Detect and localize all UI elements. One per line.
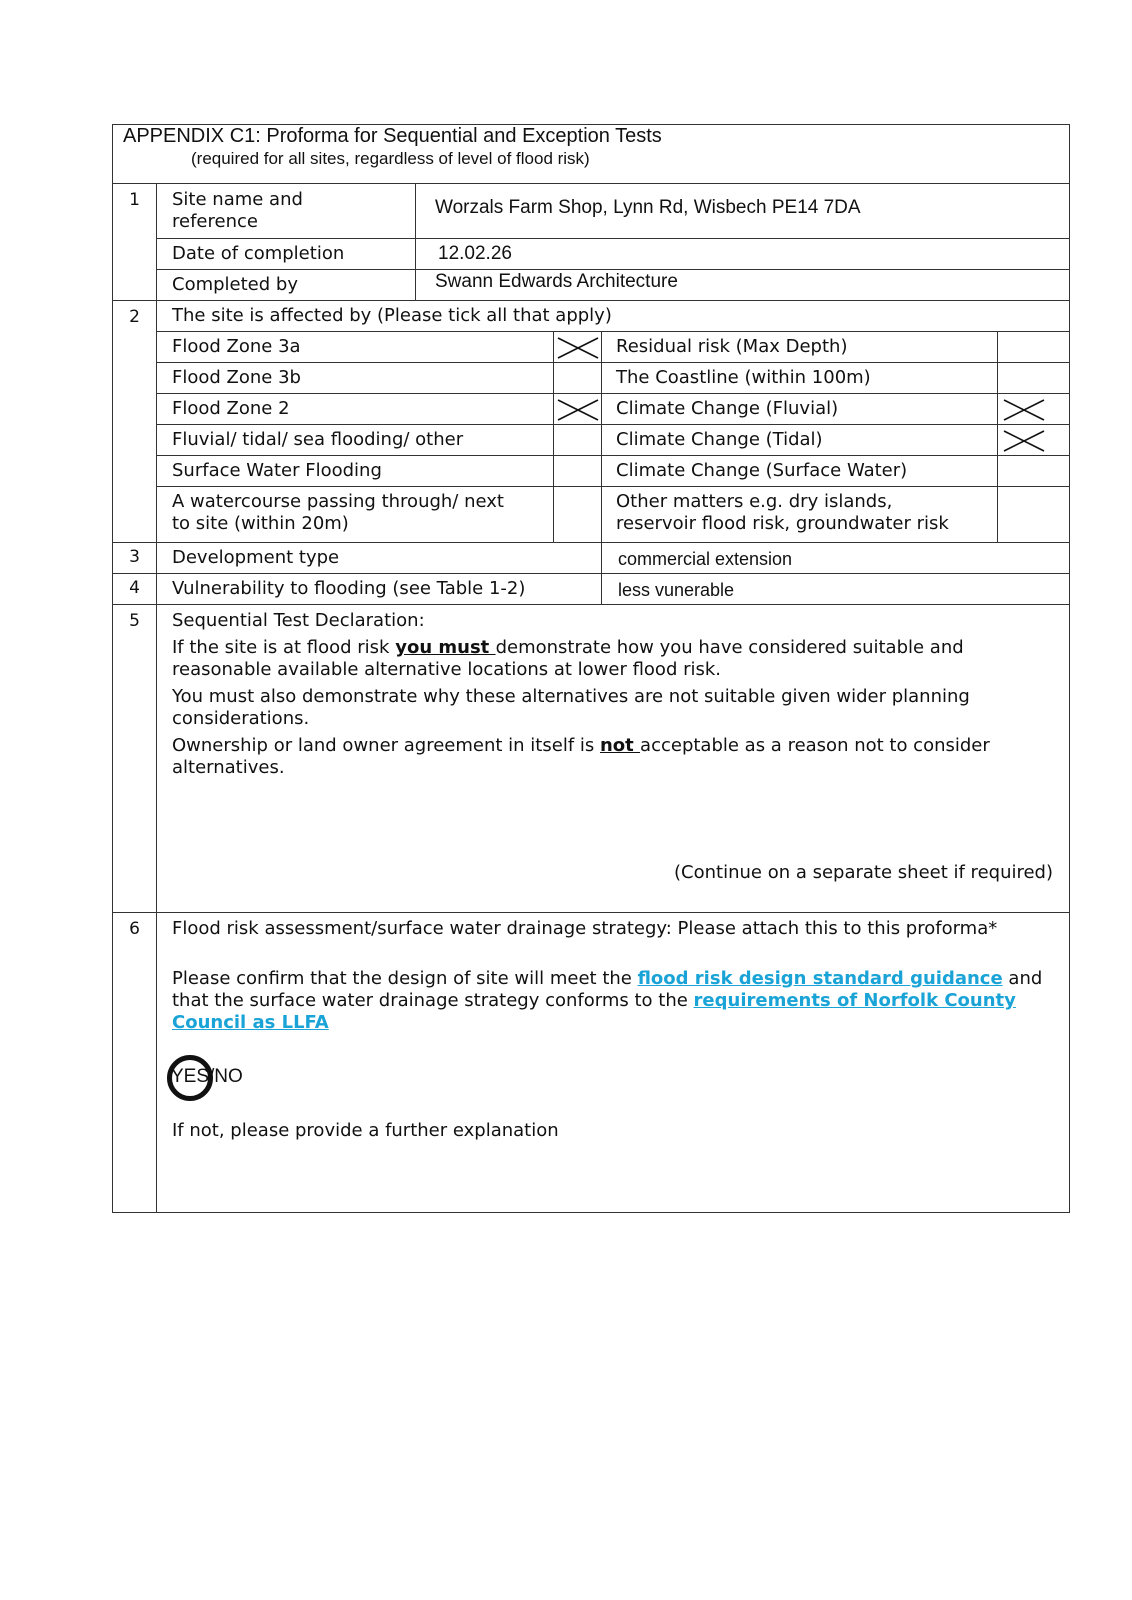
affected-right-checkbox[interactable]	[998, 332, 1048, 362]
date-value[interactable]: 12.02.26	[438, 243, 512, 264]
emphasis-you-must: you must	[395, 637, 496, 658]
tick-cross-icon	[556, 398, 600, 427]
section-number: 5	[113, 605, 157, 912]
vulnerability-value[interactable]: less vunerable	[618, 580, 735, 600]
sequential-test-para-3	[172, 735, 1057, 779]
further-explanation-label: If not, please provide a further explanation	[172, 1120, 559, 1141]
para-text: Please confirm that the design of site will meet the	[172, 968, 638, 989]
form-subtitle: (required for all sites, regardless of level of flood risk)	[191, 149, 590, 168]
affected-row	[157, 487, 1069, 542]
para-text: If the site is at flood risk	[172, 637, 396, 658]
completed-by-row	[157, 270, 1069, 300]
section-number: 6	[113, 913, 157, 1212]
form-title: APPENDIX C1: Proforma for Sequential and Exception Tests	[123, 125, 662, 147]
section-number: 1	[113, 184, 157, 300]
yes-no-answer[interactable]: YES/NO	[171, 1066, 243, 1087]
affected-right-label: Residual risk (Max Depth)	[616, 336, 848, 357]
para-text: acceptable as a reason not to consider alternatives.	[172, 735, 990, 778]
affected-left-checkbox[interactable]	[554, 487, 601, 542]
tick-cross-icon	[1002, 398, 1046, 427]
development-type-label: Development type	[172, 547, 340, 568]
affected-right-line: reservoir flood risk, groundwater risk	[616, 513, 949, 534]
affected-left-checkbox[interactable]	[554, 394, 601, 424]
affected-left-checkbox[interactable]	[554, 363, 601, 393]
affected-left-label	[172, 491, 504, 535]
affected-right-label: The Coastline (within 100m)	[616, 367, 871, 388]
section-number: 2	[113, 301, 157, 542]
sequential-test-para-1	[172, 637, 1057, 681]
tick-cross-icon	[556, 336, 600, 365]
site-name-label-line2: reference	[172, 211, 258, 232]
affected-right-checkbox[interactable]	[998, 425, 1048, 455]
section-6	[113, 913, 1069, 1212]
continue-note: (Continue on a separate sheet if required)	[674, 862, 1053, 883]
norfolk-llfa-link[interactable]: requirements of Norfolk County Council as LLFA	[172, 990, 1016, 1033]
affected-left-label: Flood Zone 2	[172, 398, 290, 419]
affected-right-checkbox[interactable]	[998, 363, 1048, 393]
affected-heading-row	[157, 301, 1069, 332]
site-name-label	[172, 189, 303, 233]
section-4	[113, 574, 1069, 605]
fra-heading: Flood risk assessment/surface water drainage strategy: Please attach this to this proforma*	[172, 918, 998, 939]
fra-confirm-para	[172, 968, 1057, 1034]
emphasis-not: not	[599, 735, 641, 756]
section-number: 3	[113, 543, 157, 573]
affected-heading: The site is affected by (Please tick all that apply)	[172, 305, 612, 326]
section-5	[113, 605, 1069, 913]
affected-right-line: Other matters e.g. dry islands,	[616, 491, 893, 512]
affected-left-checkbox[interactable]	[554, 332, 601, 362]
development-type-value[interactable]: commercial extension	[618, 549, 793, 569]
affected-right-label: Climate Change (Tidal)	[616, 429, 823, 450]
affected-left-label: Fluvial/ tidal/ sea flooding/ other	[172, 429, 464, 450]
affected-left-line: A watercourse passing through/ next	[172, 491, 504, 512]
site-name-row	[157, 184, 1069, 239]
date-label: Date of completion	[172, 243, 345, 264]
affected-right-label: Climate Change (Surface Water)	[616, 460, 908, 481]
para-text: and that the surface water drainage strategy conforms to the	[172, 968, 1043, 1011]
site-name-label-line1: Site name and	[172, 189, 303, 210]
tick-cross-icon	[1002, 429, 1046, 458]
affected-row	[157, 456, 1069, 487]
affected-left-label: Flood Zone 3b	[172, 367, 301, 388]
affected-left-checkbox[interactable]	[554, 456, 601, 486]
section-2	[113, 301, 1069, 543]
affected-left-line: to site (within 20m)	[172, 513, 349, 534]
completed-by-label: Completed by	[172, 274, 298, 295]
affected-right-checkbox[interactable]	[998, 487, 1048, 542]
section-1	[113, 184, 1069, 301]
affected-row	[157, 394, 1069, 425]
affected-left-label: Surface Water Flooding	[172, 460, 382, 481]
form-header	[113, 125, 1069, 184]
sequential-test-para-2: You must also demonstrate why these alternatives are not suitable given wider planning considerations.	[172, 686, 970, 729]
site-name-value[interactable]: Worzals Farm Shop, Lynn Rd, Wisbech PE14 7DA	[435, 197, 861, 218]
affected-right-checkbox[interactable]	[998, 456, 1048, 486]
para-text: demonstrate how you have considered suitable and reasonable available alternative locations at lower flood risk.	[172, 637, 964, 680]
affected-right-label: Climate Change (Fluvial)	[616, 398, 839, 419]
vulnerability-label: Vulnerability to flooding (see Table 1-2)	[172, 578, 526, 599]
completed-by-value[interactable]: Swann Edwards Architecture	[435, 271, 678, 292]
yes-circle-mark	[167, 1055, 213, 1101]
date-row	[157, 239, 1069, 270]
flood-risk-guidance-link[interactable]: flood risk design standard guidance	[637, 968, 1003, 989]
affected-row	[157, 332, 1069, 363]
section-number: 4	[113, 574, 157, 604]
affected-row	[157, 363, 1069, 394]
sequential-test-heading: Sequential Test Declaration:	[172, 610, 425, 631]
section-3	[113, 543, 1069, 574]
affected-left-checkbox[interactable]	[554, 425, 601, 455]
proforma-form	[112, 124, 1070, 1213]
affected-left-label: Flood Zone 3a	[172, 336, 301, 357]
affected-row	[157, 425, 1069, 456]
affected-right-label	[616, 491, 949, 535]
affected-right-checkbox[interactable]	[998, 394, 1048, 424]
para-text: Ownership or land owner agreement in itself is	[172, 735, 600, 756]
